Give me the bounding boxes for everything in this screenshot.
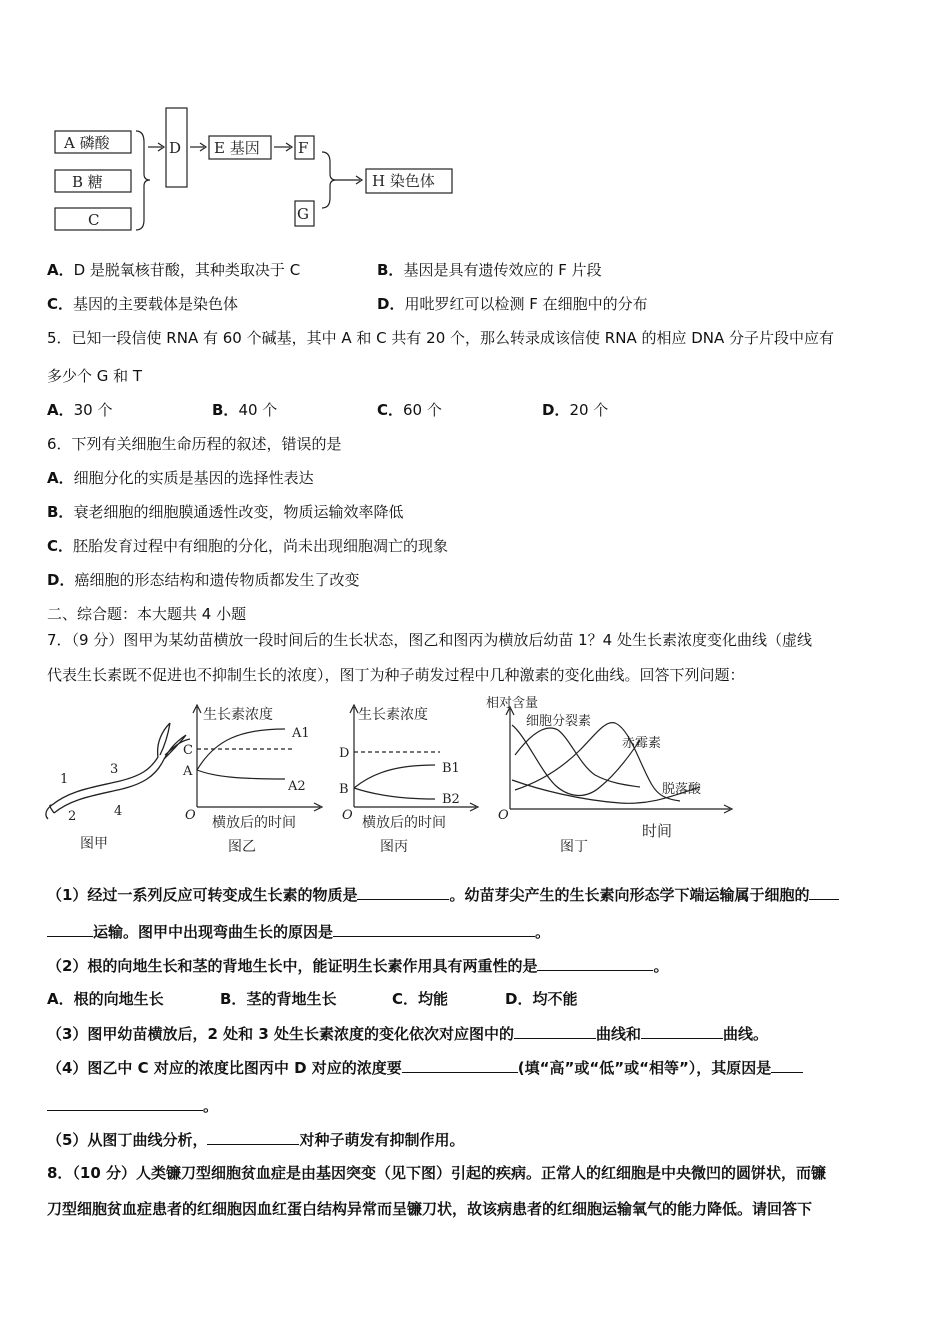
box-f-label: F [298, 139, 309, 157]
q6-option-a[interactable]: A．细胞分化的实质是基因的选择性表达 [47, 469, 314, 487]
box-a-label: A 磷酸 [64, 134, 110, 152]
jia-label-1: 1 [60, 772, 69, 787]
q8-stem-line2: 刀型细胞贫血症患者的红细胞因血红蛋白结构异常而呈镰刀状，故该病患者的红细胞运输氧气的能力降低。请回答下 [47, 1200, 813, 1218]
ding-series-gibberellin: 赤霉素 [622, 736, 662, 751]
q7-sub4-blank1[interactable] [402, 1056, 518, 1073]
box-h-label: H 染色体 [372, 172, 435, 190]
q7-sub3-blank1[interactable] [514, 1022, 596, 1039]
bing-label-b1: B1 [442, 761, 460, 776]
ding-caption: 图丁 [560, 839, 588, 855]
q4-option-c[interactable]: C．基因的主要载体是染色体 [47, 295, 239, 313]
q7-sub2-option-c[interactable]: C．均能 [392, 990, 449, 1008]
q7-sub1-line1: （1）经过一系列反应可转变成生长素的物质是 。幼苗芽尖产生的生长素向形态学下端运输属于细胞的 [47, 883, 839, 906]
q7-stem-line1: 7．（9 分）图甲为某幼苗横放一段时间后的生长状态，图乙和图丙为横放后幼苗 1？4 处生长素浓度变化曲线（虚线 [47, 631, 812, 649]
yi-label-c: C [183, 743, 193, 758]
yi-ylabel: 生长素浓度 [203, 707, 273, 723]
jia-label-3: 3 [110, 762, 119, 777]
q5-option-a[interactable]: A．30 个 [47, 401, 113, 419]
bing-label-b: B [339, 782, 349, 797]
yi-xlabel: 横放后的时间 [212, 815, 296, 831]
q4-option-a[interactable]: A．D 是脱氧核苷酸，其种类取决于 C [47, 261, 301, 279]
box-c-label: C [88, 211, 100, 229]
q6-option-b[interactable]: B．衰老细胞的细胞膜通透性改变，物质运输效率降低 [47, 503, 404, 521]
yi-caption: 图乙 [228, 839, 256, 855]
q5-option-c[interactable]: C．60 个 [377, 401, 442, 419]
q6-option-d[interactable]: D．癌细胞的形态结构和遗传物质都发生了改变 [47, 571, 360, 589]
q8-stem-line1: 8．（10 分）人类镰刀型细胞贫血症是由基因突变（见下图）引起的疾病。正常人的红细胞是中央微凹的圆饼状，而镰 [47, 1164, 827, 1182]
bing-label-b2: B2 [442, 792, 460, 807]
bing-label-o: O [342, 808, 353, 823]
section-heading: 二、综合题：本大题共 4 小题 [47, 605, 247, 623]
q7-sub3-blank2[interactable] [641, 1022, 723, 1039]
q4-option-b[interactable]: B．基因是具有遗传效应的 F 片段 [377, 261, 602, 279]
q7-sub2-blank[interactable] [537, 954, 653, 971]
jia-caption: 图甲 [80, 836, 108, 852]
box-e-label: E 基因 [214, 139, 260, 157]
jia-label-2: 2 [68, 809, 77, 824]
yi-label-o: O [185, 808, 196, 823]
ding-series-abscisic: 脱落酸 [662, 782, 702, 797]
q7-sub2-option-b[interactable]: B．茎的背地生长 [220, 990, 337, 1008]
ding-ylabel: 相对含量 [486, 696, 539, 711]
jia-label-4: 4 [114, 804, 123, 819]
q5-stem-line1: 5．已知一段信使 RNA 有 60 个碱基，其中 A 和 C 共有 20 个，那么转录成该信使 RNA 的相应 DNA 分子片段中应有 [47, 329, 835, 347]
curve-b2 [354, 788, 435, 799]
q7-sub1-blank2a[interactable] [809, 883, 839, 900]
q7-sub4-line2: 。 [47, 1094, 218, 1117]
ding-series-cytokinin: 细胞分裂素 [526, 714, 592, 729]
box-b-label: B 糖 [72, 173, 103, 191]
q7-sub1-blank1[interactable] [357, 883, 449, 900]
ding-label-o: O [498, 808, 509, 823]
curve-b1 [354, 765, 435, 788]
bing-caption: 图丙 [380, 839, 408, 855]
q7-sub2-stem: （2）根的向地生长和茎的背地生长中，能证明生长素作用具有两重性的是 。 [47, 954, 668, 977]
yi-label-a: A [183, 764, 193, 779]
q7-sub4-blank2b[interactable] [47, 1094, 203, 1111]
yi-label-a2: A2 [288, 779, 306, 794]
bing-label-d: D [339, 746, 350, 761]
q7-sub4-blank2a[interactable] [771, 1056, 803, 1073]
q7-sub1-blank3[interactable] [333, 920, 535, 937]
q5-stem-line2: 多少个 G 和 T [47, 367, 143, 385]
ding-xlabel: 时间 [642, 822, 673, 840]
q5-option-b[interactable]: B．40 个 [212, 401, 278, 419]
q7-sub1-blank2b[interactable] [47, 920, 93, 937]
q7-sub3: （3）图甲幼苗横放后，2 处和 3 处生长素浓度的变化依次对应图中的 曲线和 曲线。 [47, 1022, 768, 1045]
q7-sub5-blank[interactable] [207, 1128, 299, 1145]
q7-sub2-option-d[interactable]: D．均不能 [505, 990, 578, 1008]
q6-option-c[interactable]: C．胚胎发育过程中有细胞的分化，尚未出现细胞凋亡的现象 [47, 537, 449, 555]
yi-label-a1: A1 [292, 726, 310, 741]
q7-stem-line2: 代表生长素既不促进也不抑制生长的浓度），图丁为种子萌发过程中几种激素的变化曲线。回答下列问题： [47, 666, 745, 684]
q7-sub5: （5）从图丁曲线分析， 对种子萌发有抑制作用。 [47, 1128, 464, 1151]
q7-sub1-line2: 运输。图甲中出现弯曲生长的原因是 。 [47, 920, 550, 943]
bing-xlabel: 横放后的时间 [362, 815, 446, 831]
curve-cytokinin [512, 725, 640, 795]
q7-sub2-option-a[interactable]: A．根的向地生长 [47, 990, 164, 1008]
q4-option-d[interactable]: D．用吡罗红可以检测 F 在细胞中的分布 [377, 295, 648, 313]
box-g-label: G [297, 205, 309, 223]
box-d-label: D [169, 139, 182, 157]
bing-ylabel: 生长素浓度 [358, 707, 428, 723]
curve-a2 [197, 770, 285, 779]
q7-figures [40, 695, 740, 865]
q6-stem: 6．下列有关细胞生命历程的叙述，错误的是 [47, 435, 342, 453]
q7-sub4-line1: （4）图乙中 C 对应的浓度比图丙中 D 对应的浓度要 (填“高”或“低”或“相等”），其原因是 [47, 1056, 803, 1079]
gene-chromosome-diagram [50, 100, 470, 240]
q5-option-d[interactable]: D．20 个 [542, 401, 609, 419]
